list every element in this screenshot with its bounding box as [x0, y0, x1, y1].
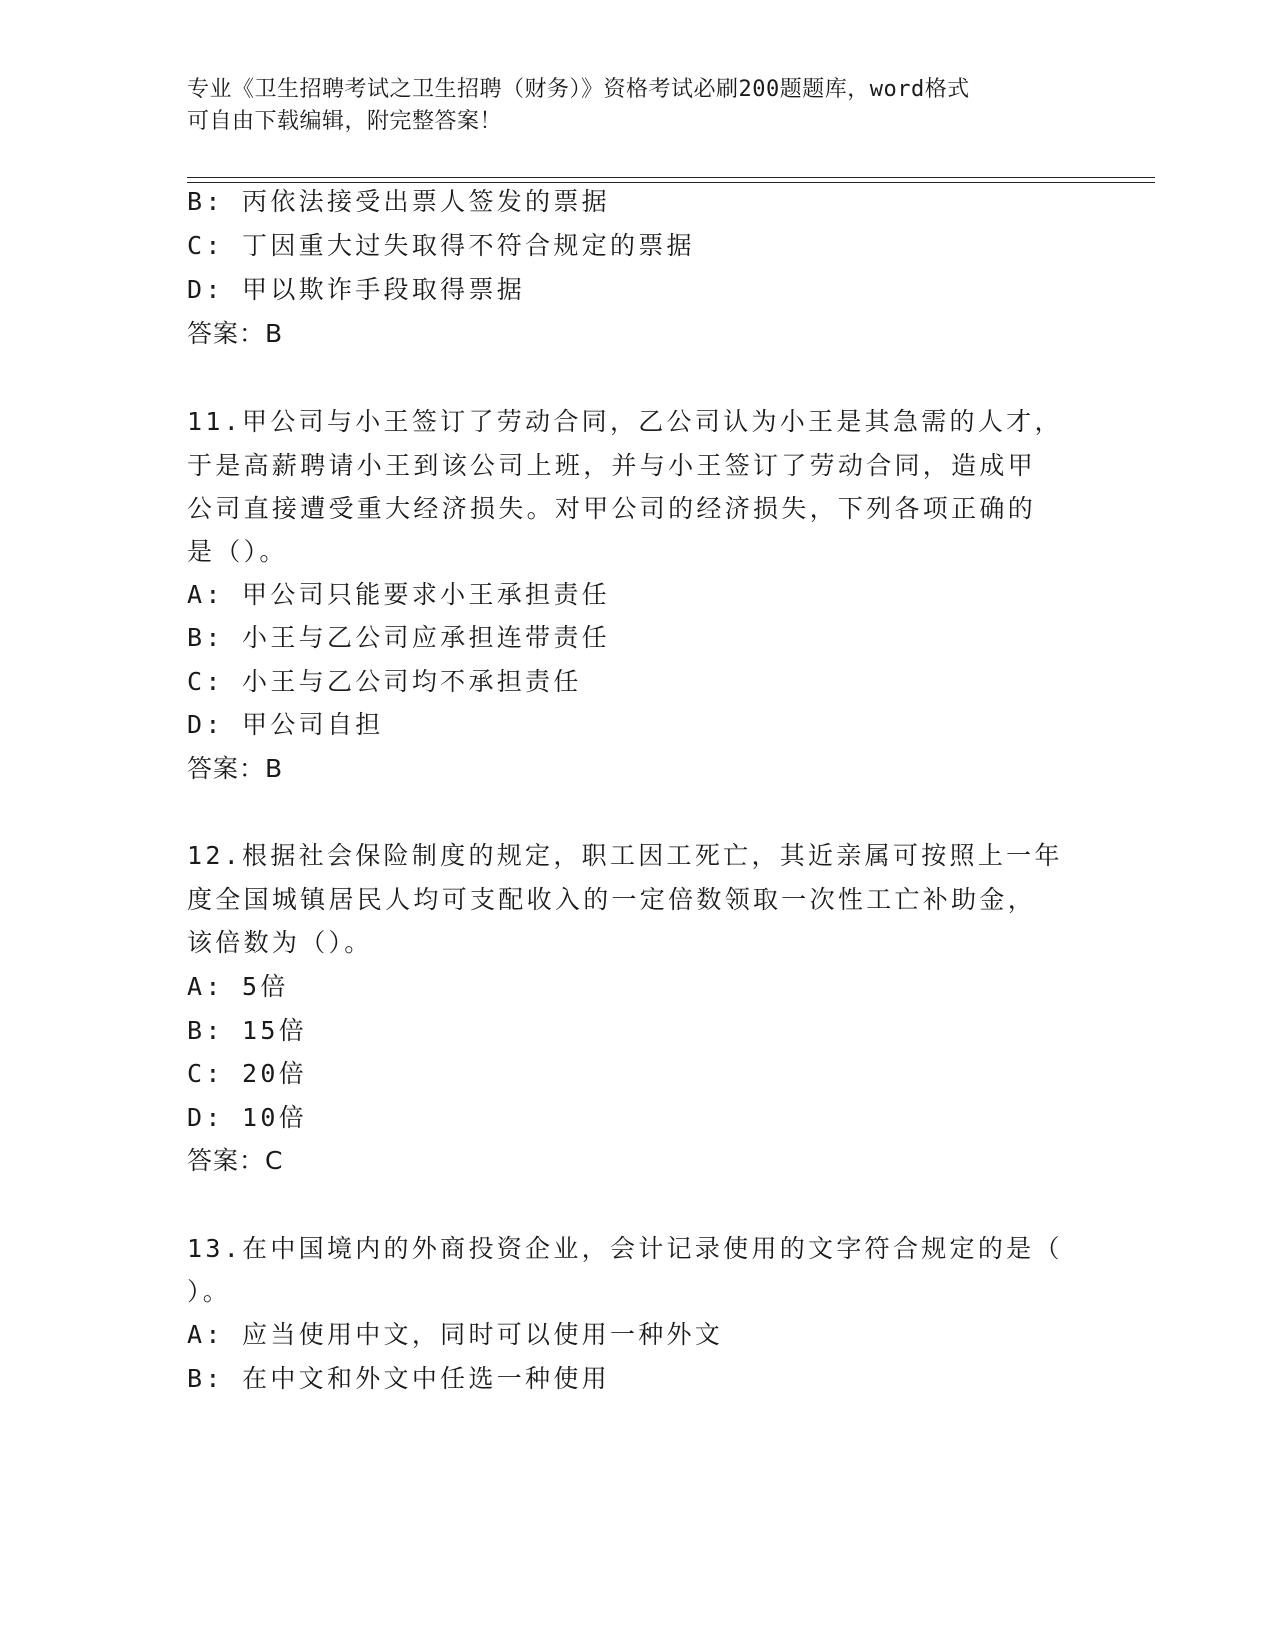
- q10-option-c: C: 丁因重大过失取得不符合规定的票据: [187, 231, 695, 260]
- q12-option-a: A: 5倍: [187, 972, 289, 1001]
- q11-option-d: D: 甲公司自担: [187, 710, 384, 739]
- q11-option-b: B: 小王与乙公司应承担连带责任: [187, 623, 610, 652]
- header-title-line-2: 可自由下载编辑，附完整答案！: [187, 109, 503, 134]
- q11-option-c: C: 小王与乙公司均不承担责任: [187, 667, 582, 696]
- q12-answer: 答案：C: [187, 1146, 284, 1175]
- q13-option-b: B: 在中文和外文中任选一种使用: [187, 1364, 610, 1393]
- q11-stem-line-3: 公司直接遭受重大经济损失。对甲公司的经济损失，下列各项正确的: [187, 494, 1037, 523]
- q11-stem-line-4: 是（）。: [187, 537, 288, 566]
- page-header: [187, 74, 1087, 138]
- q11-option-a: A: 甲公司只能要求小王承担责任: [187, 580, 610, 609]
- q10-option-d: D: 甲以欺诈手段取得票据: [187, 275, 526, 304]
- q10-answer: 答案：B: [187, 319, 284, 348]
- q12-stem-line-2: 度全国城镇居民人均可支配收入的一定倍数领取一次性工亡补助金，: [187, 885, 1037, 914]
- q12-option-c: C: 20倍: [187, 1059, 308, 1088]
- q11-answer: 答案：B: [187, 754, 284, 783]
- q12-option-d: D: 10倍: [187, 1103, 308, 1132]
- q12-option-b: B: 15倍: [187, 1016, 308, 1045]
- q12-stem-line-1: 12.根据社会保险制度的规定，职工因工死亡，其近亲属可按照上一年: [187, 841, 1063, 870]
- q11-stem-line-1: 11.甲公司与小王签订了劳动合同，乙公司认为小王是其急需的人才，: [187, 407, 1063, 436]
- q13-stem-line-1: 13.在中国境内的外商投资企业，会计记录使用的文字符合规定的是（: [187, 1234, 1063, 1263]
- q13-option-a: A: 应当使用中文，同时可以使用一种外文: [187, 1320, 724, 1349]
- q10-option-b: B: 丙依法接受出票人签发的票据: [187, 187, 610, 216]
- header-title-line-1: 专业《卫生招聘考试之卫生招聘（财务）》资格考试必刷200题题库，word格式: [187, 77, 970, 102]
- q13-stem-line-2: ）。: [187, 1277, 232, 1306]
- header-divider-top: [187, 177, 1155, 178]
- q11-stem-line-2: 于是高薪聘请小王到该公司上班，并与小王签订了劳动合同，造成甲: [187, 451, 1037, 480]
- q12-stem-line-3: 该倍数为（）。: [187, 928, 373, 957]
